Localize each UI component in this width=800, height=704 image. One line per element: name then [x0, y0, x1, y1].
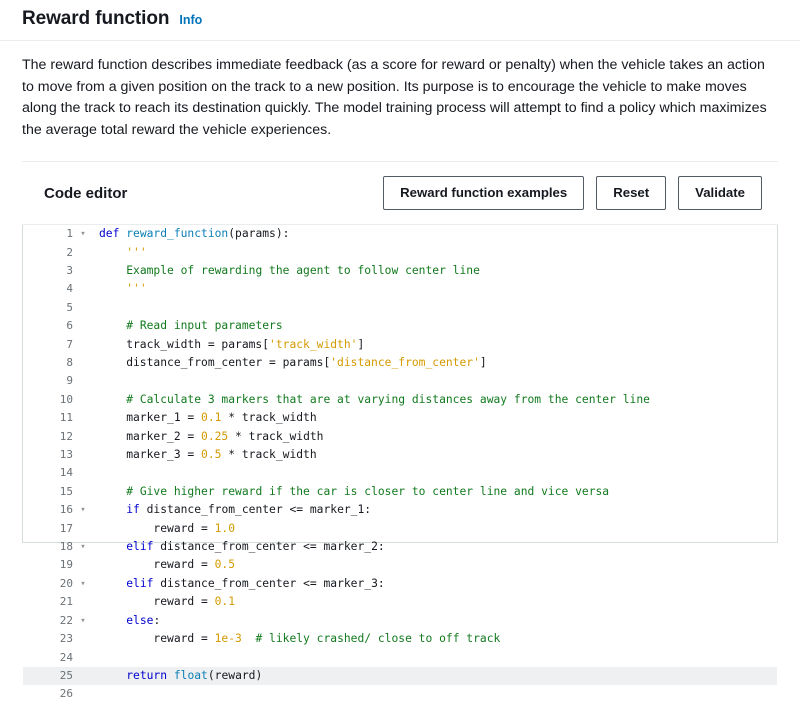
line-number: 6	[66, 319, 73, 333]
code-line[interactable]	[23, 409, 777, 427]
fold-toggle-icon	[77, 593, 89, 611]
fold-toggle-icon	[77, 556, 89, 574]
code-editor-scrollbar[interactable]	[768, 225, 777, 542]
fold-toggle-icon	[77, 280, 89, 298]
fold-toggle-icon	[77, 317, 89, 335]
code-line-text[interactable]: track_width = params['track_width']	[99, 337, 365, 351]
code-line-text[interactable]	[89, 299, 777, 317]
code-line-text[interactable]: '''	[126, 282, 147, 296]
code-line-text[interactable]	[89, 372, 777, 390]
line-number: 14	[59, 466, 73, 480]
code-line[interactable]	[23, 593, 777, 611]
fold-toggle-icon	[77, 372, 89, 390]
line-number: 11	[59, 411, 73, 425]
code-line[interactable]	[23, 244, 777, 262]
fold-toggle-icon	[77, 464, 89, 482]
fold-toggle-icon	[77, 299, 89, 317]
code-editor-area[interactable]	[22, 225, 778, 701]
page-header	[0, 0, 800, 30]
code-line-text[interactable]: else:	[126, 613, 161, 627]
validate-button[interactable]: Validate	[678, 176, 762, 210]
fold-toggle-icon	[77, 649, 89, 667]
fold-toggle-icon	[77, 409, 89, 427]
code-line[interactable]	[23, 280, 777, 298]
fold-toggle-icon	[77, 483, 89, 501]
code-line-text[interactable]: elif distance_from_center <= marker_3:	[126, 576, 385, 590]
info-link[interactable]: Info	[179, 13, 203, 27]
code-line-text[interactable]: distance_from_center = params['distance_from_center']	[99, 356, 487, 369]
line-number: 2	[66, 245, 73, 259]
code-line-text[interactable]: '''	[126, 245, 147, 259]
line-number: 10	[59, 392, 73, 406]
code-line-text[interactable]: reward = 1.0	[99, 521, 236, 535]
fold-toggle-icon[interactable]: ▾	[80, 229, 86, 240]
line-number: 9	[66, 374, 73, 388]
fold-toggle-icon	[77, 667, 89, 685]
fold-toggle-icon[interactable]: ▾	[80, 578, 86, 589]
code-line-text[interactable]	[89, 649, 777, 667]
fold-toggle-icon	[77, 446, 89, 464]
code-line[interactable]	[23, 649, 777, 667]
line-number: 21	[59, 595, 73, 609]
reward-function-examples-button[interactable]: Reward function examples	[383, 176, 584, 210]
code-lines-table	[23, 225, 777, 704]
line-number: 25	[23, 667, 77, 685]
code-line-text[interactable]: if distance_from_center <= marker_1:	[126, 503, 372, 517]
line-number: 7	[66, 337, 73, 351]
line-number: 23	[59, 632, 73, 646]
line-number: 17	[59, 521, 73, 535]
code-line-text[interactable]: return float(reward)	[89, 667, 777, 685]
code-line[interactable]	[23, 317, 777, 335]
fold-toggle-icon	[77, 428, 89, 446]
fold-toggle-icon	[77, 630, 89, 648]
fold-toggle-icon	[77, 354, 89, 372]
code-line-text[interactable]	[89, 464, 777, 482]
line-number: 13	[59, 448, 73, 462]
code-line[interactable]	[23, 483, 777, 501]
line-number: 1	[66, 227, 73, 241]
code-line-text[interactable]: elif distance_from_center <= marker_2:	[126, 540, 385, 554]
line-number: 19	[59, 558, 73, 572]
line-number: 18	[59, 540, 73, 554]
code-line-text[interactable]: Example of rewarding the agent to follow center line	[126, 263, 480, 277]
fold-toggle-icon[interactable]: ▾	[80, 542, 86, 553]
code-editor-title: Code editor	[44, 184, 128, 202]
code-line[interactable]	[23, 446, 777, 464]
code-line-text[interactable]: marker_1 = 0.1 * track_width	[99, 411, 317, 425]
fold-toggle-icon	[77, 520, 89, 538]
code-line-text[interactable]: # Give higher reward if the car is closer to center line and vice versa	[126, 484, 610, 498]
code-editor-panel	[22, 161, 778, 225]
fold-toggle-icon	[77, 336, 89, 354]
code-line[interactable]	[23, 520, 777, 538]
line-number: 15	[59, 484, 73, 498]
code-line[interactable]	[23, 299, 777, 317]
code-line[interactable]	[23, 336, 777, 354]
code-line-text[interactable]: # Read input parameters	[126, 319, 283, 333]
fold-toggle-icon[interactable]: ▾	[80, 505, 86, 516]
fold-toggle-icon[interactable]: ▾	[80, 615, 86, 626]
page-title: Reward function	[22, 8, 170, 29]
code-line[interactable]	[23, 667, 777, 685]
code-line-text[interactable]: reward = 1e-3 # likely crashed/ close to off track	[99, 632, 501, 646]
code-line-text[interactable]: reward = 0.1	[99, 595, 236, 609]
code-line[interactable]	[23, 428, 777, 446]
code-line[interactable]	[23, 391, 777, 409]
fold-toggle-icon	[77, 244, 89, 262]
line-number: 16	[59, 503, 73, 517]
code-line[interactable]	[23, 262, 777, 280]
code-line-text[interactable]: def reward_function(params):	[99, 227, 290, 241]
code-line[interactable]	[23, 464, 777, 482]
code-line[interactable]	[23, 630, 777, 648]
code-line[interactable]	[23, 556, 777, 574]
code-line[interactable]	[23, 685, 777, 703]
reset-button[interactable]: Reset	[596, 176, 666, 210]
code-line-text[interactable]: marker_2 = 0.25 * track_width	[99, 429, 324, 443]
code-line-text[interactable]: # Calculate 3 markers that are at varying distances away from the center line	[126, 392, 650, 406]
code-line[interactable]	[23, 225, 777, 243]
code-editor-actions	[383, 176, 762, 210]
line-number: 26	[59, 687, 73, 701]
fold-toggle-icon	[77, 685, 89, 703]
reward-function-description: The reward function describes immediate feedback (as a score for reward or penalty) when the vehicle takes an action to move from a given position on the track to a new position. Its purpose is to encourage the vehicle to make moves along the track to reach its destination quickly. The model training process will attempt to find a policy which maximizes the average total reward the vehicle experiences.	[22, 57, 767, 138]
code-line-text[interactable]	[89, 685, 777, 703]
code-editor-header	[22, 162, 778, 225]
line-number: 20	[59, 576, 73, 590]
code-line[interactable]	[23, 612, 777, 630]
code-line[interactable]	[23, 372, 777, 390]
code-line[interactable]	[23, 538, 777, 556]
fold-toggle-icon	[77, 391, 89, 409]
line-number: 8	[66, 356, 73, 369]
line-number: 4	[66, 282, 73, 296]
code-line-text[interactable]: marker_3 = 0.5 * track_width	[99, 448, 317, 462]
line-number: 24	[59, 650, 73, 664]
line-number: 5	[66, 300, 73, 314]
line-number: 22	[59, 613, 73, 627]
line-number: 12	[59, 429, 73, 443]
code-line-text[interactable]: reward = 0.5	[99, 558, 236, 572]
fold-toggle-icon	[77, 262, 89, 280]
line-number: 3	[66, 263, 73, 277]
code-line[interactable]	[23, 575, 777, 593]
code-line[interactable]	[23, 501, 777, 519]
code-line[interactable]	[23, 354, 777, 372]
